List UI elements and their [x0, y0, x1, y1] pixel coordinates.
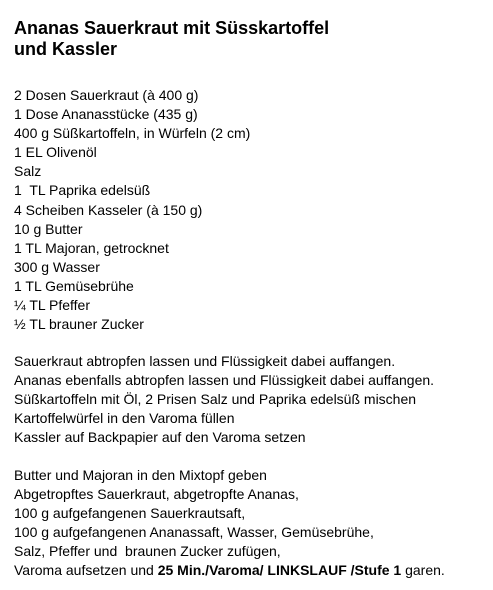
final-step-prefix: Varoma aufsetzen und [14, 562, 158, 579]
ingredient-item: 1 TL Paprika edelsüß [14, 182, 151, 199]
ingredient-item: 1 TL Majoran, getrocknet [14, 239, 169, 256]
title-line-1: Ananas Sauerkraut mit Süsskartoffel [14, 18, 330, 38]
ingredient-item: 4 Scheiben Kasseler (à 150 g) [14, 201, 203, 218]
ingredient-item: 300 g Wasser [14, 258, 100, 275]
preparation-steps-2 [14, 466, 484, 580]
ingredient-item: ¼ TL Pfeffer [14, 297, 91, 314]
step-line: Ananas ebenfalls abtropfen lassen und Flüssigkeit dabei auffangen. [14, 372, 435, 389]
ingredient-item: 10 g Butter [14, 220, 83, 237]
step-line: Salz, Pfeffer und braunen Zucker zufügen, [14, 543, 281, 560]
ingredient-item: 2 Dosen Sauerkraut (à 400 g) [14, 87, 199, 103]
step-line: Abgetropftes Sauerkraut, abgetropfte Ananas, [14, 486, 299, 503]
recipe-page [14, 18, 484, 580]
step-line: Kartoffelwürfel in den Varoma füllen [14, 410, 235, 427]
ingredient-item: ½ TL brauner Zucker [14, 316, 144, 333]
ingredient-item: 1 EL Olivenöl [14, 144, 97, 161]
ingredient-item: Salz [14, 163, 42, 180]
final-step-suffix: garen. [401, 562, 445, 579]
cooking-settings: 25 Min./Varoma/ LINKSLAUF /Stufe 1 [157, 562, 402, 579]
step-line: Süßkartoffeln mit Öl, 2 Prisen Salz und Paprika edelsüß mischen [14, 391, 417, 408]
step-line: Butter und Majoran in den Mixtopf geben [14, 467, 267, 484]
ingredient-item: 1 TL Gemüsebrühe [14, 277, 134, 294]
ingredient-list [14, 86, 484, 334]
title-line-2: und Kassler [14, 39, 118, 59]
recipe-title [14, 18, 484, 60]
step-line: Kassler auf Backpapier auf den Varoma setzen [14, 429, 306, 446]
step-line: Sauerkraut abtropfen lassen und Flüssigkeit dabei auffangen. [14, 353, 396, 370]
ingredient-item: 400 g Süßkartoffeln, in Würfeln (2 cm) [14, 125, 251, 142]
preparation-steps-1 [14, 352, 484, 447]
step-line: 100 g aufgefangenen Ananassaft, Wasser, Gemüsebrühe, [14, 524, 374, 541]
step-line: 100 g aufgefangenen Sauerkrautsaft, [14, 505, 246, 522]
ingredient-item: 1 Dose Ananasstücke (435 g) [14, 106, 198, 123]
final-step-line [14, 561, 484, 580]
